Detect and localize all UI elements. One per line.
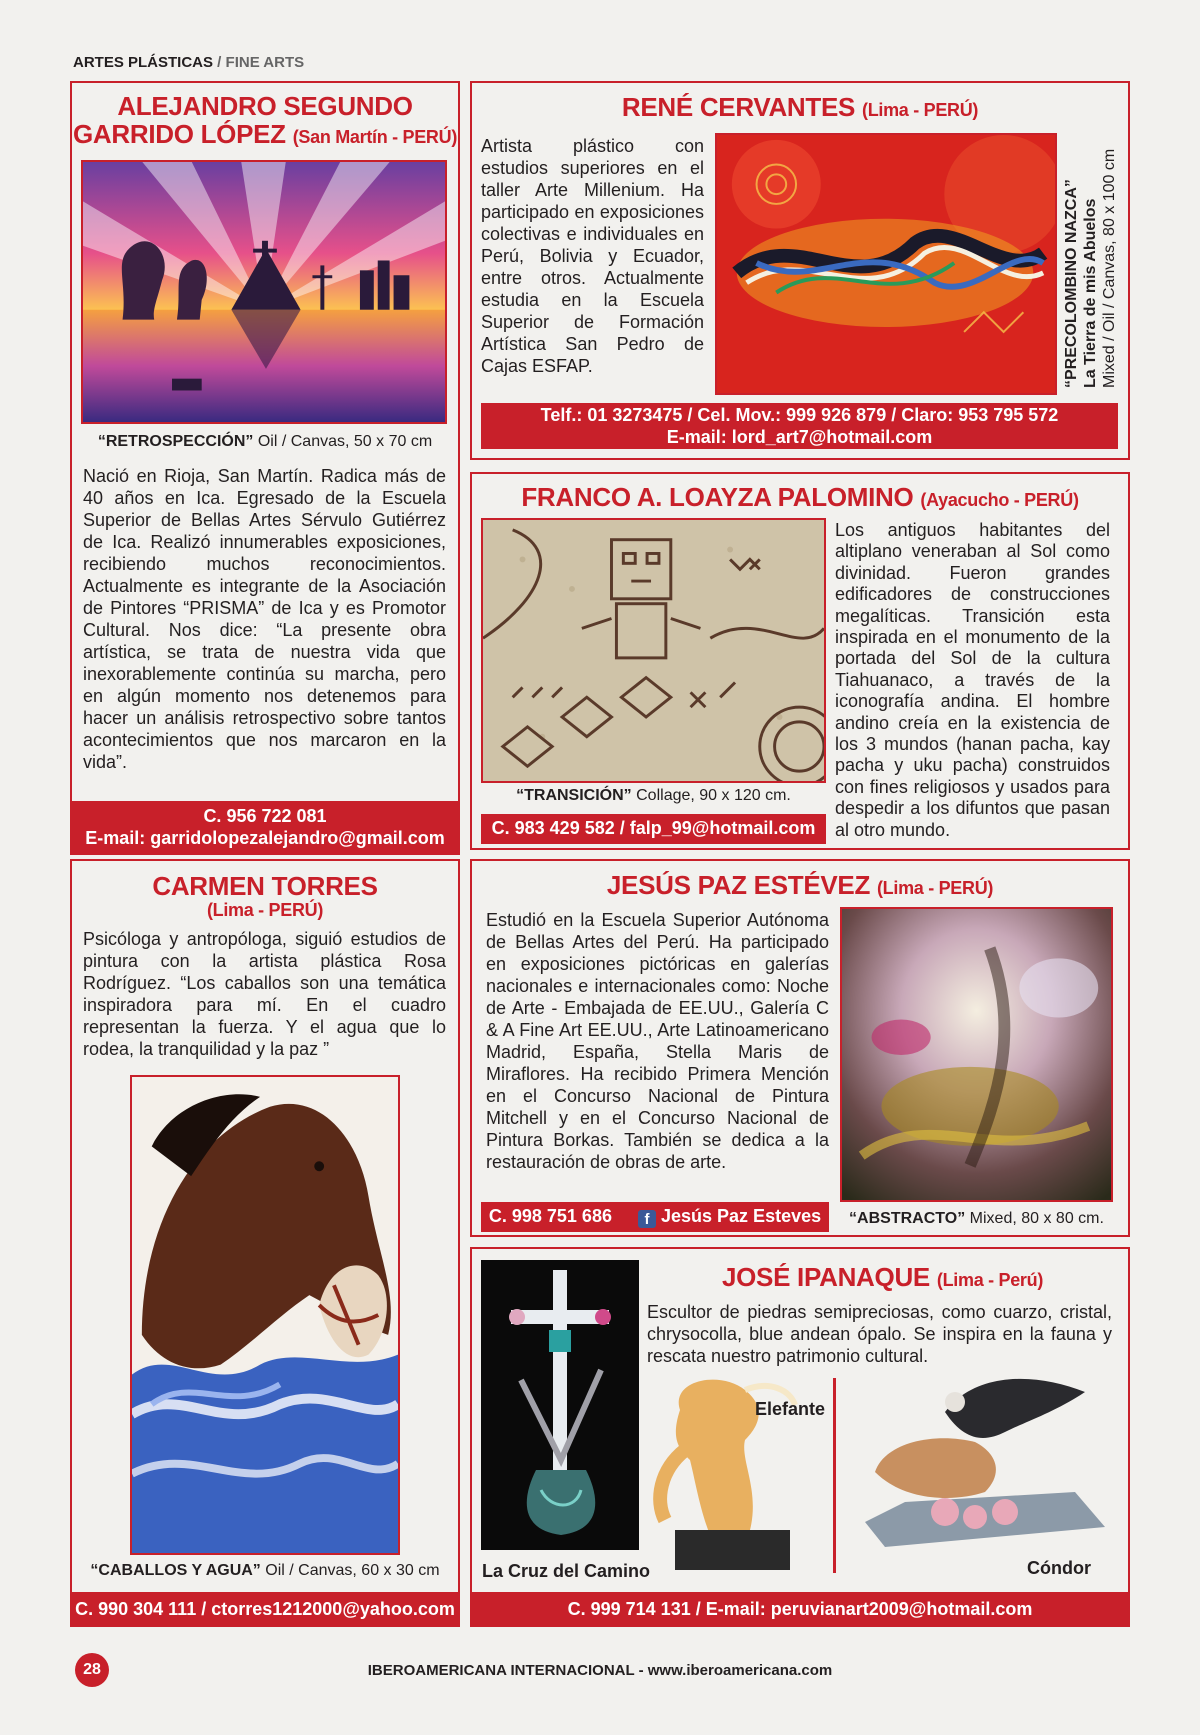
artist-bio-rene: Artista plástico con estudios superiores en el taller Arte Millenium. Ha participado en exposiciones colectivas e individuales en Perú, Bolivia y Ecuador, entre otros. Actualmente estudia en la Escuela Superior de Formación Artística San Pedro de Cajas ESFAP.: [481, 136, 704, 376]
artwork-retrospeccion-painting: [83, 162, 445, 422]
artwork-caption-precolombino: [1062, 149, 1119, 388]
artist-location: (Lima - PERÚ): [206, 900, 324, 920]
artwork-caption-retrospeccion: [70, 433, 460, 451]
artist-name: JESÚS PAZ ESTÉVEZ: [606, 870, 871, 900]
sculpture-condor-image: [845, 1372, 1120, 1552]
artist-location: (Lima - PERÚ): [876, 878, 994, 898]
contact-bar-jose[interactable]: C. 999 714 131 / E-mail: peruvianart2009@hotmail.com: [470, 1592, 1130, 1627]
artwork-retrospeccion: [81, 160, 447, 424]
sculpture-divider: [833, 1378, 836, 1573]
artist-name: FRANCO A. LOAYZA PALOMINO: [521, 482, 914, 512]
phones-rene: Telf.: 01 3273475 / Cel. Mov.: 999 926 879 / Claro: 953 795 572: [540, 405, 1059, 425]
artwork-title: “ABSTRACTO”: [849, 1210, 966, 1227]
artwork-abstracto: [840, 907, 1113, 1202]
artist-name: CARMEN TORRES: [152, 871, 378, 901]
sculpture-label-cruz: La Cruz del Camino: [482, 1561, 651, 1581]
sculpture-cruz-del-camino: [481, 1260, 639, 1550]
artwork-title: “RETROSPECCIÓN”: [97, 433, 254, 450]
artist-name-franco: [470, 483, 1130, 514]
section-title-en: FINE ARTS: [225, 54, 305, 71]
footer-text: IBEROAMERICANA INTERNACIONAL - www.iberoamericana.com: [367, 1662, 833, 1679]
artist-location: (San Martín - PERÚ): [292, 127, 458, 147]
section-separator: /: [213, 54, 226, 71]
artwork-spec: Mixed, 80 x 80 cm.: [969, 1210, 1104, 1227]
artist-location: (Lima - Perú): [936, 1270, 1044, 1290]
sculpture-label-elefante: Elefante: [755, 1399, 826, 1419]
artist-name: RENÉ CERVANTES: [621, 92, 856, 122]
artist-bio-alejandro: Nació en Rioja, San Martín. Radica más de 40 años en Ica. Egresado de la Escuela Superior de Bellas Artes Sérvulo Gutiérrez de Ica. Realizó innumerables exposiciones, recibiendo muchos reconocimientos. Actualmente es integrante de la Asociación de Pintores “PRISMA” de Ica y es Promotor Cultural. Nos dice: “La presente obra artística, se trata de nuestra vida que inexorablemente continúa su marcha, pero en algún momento nos detenemos para hacer un análisis retrospectivo sobre tantos acontecimientos que nos marcaron en la vida”.: [83, 466, 446, 772]
artwork-title: “TRANSICIÓN”: [516, 787, 632, 804]
artwork-precolombino-nazca: [715, 133, 1057, 395]
page-number: 28: [75, 1653, 109, 1687]
artwork-spec: Collage, 90 x 120 cm.: [636, 787, 791, 804]
artwork-spec: Oil / Canvas, 50 x 70 cm: [257, 433, 433, 450]
artist-name-line1: ALEJANDRO SEGUNDO: [117, 91, 413, 121]
artwork-title: “CABALLOS Y AGUA”: [90, 1562, 261, 1579]
email-rene[interactable]: E-mail: lord_art7@hotmail.com: [666, 427, 933, 447]
section-title: ARTES PLÁSTICAS: [73, 54, 214, 71]
sculpture-cruz-image: [481, 1260, 639, 1550]
phone-jesus: C. 998 751 686: [488, 1206, 612, 1226]
section-header: [73, 54, 304, 71]
contact-bar-franco[interactable]: C. 983 429 582 / falp_99@hotmail.com: [481, 814, 826, 844]
artwork-subtitle: La Tierra de mis Abuelos: [1082, 198, 1099, 388]
artist-location: (Lima - PERÚ): [862, 100, 979, 120]
phone-alejandro: C. 956 722 081: [203, 806, 327, 826]
artist-bio-jose: Escultor de piedras semipreciosas, como cuarzo, cristal, chrysocolla, blue andean ópalo. Se inspira en la fauna y rescata nuestro patrimonio cultural.: [647, 1302, 1112, 1366]
contact-bar-carmen[interactable]: C. 990 304 111 / ctorres1212000@yahoo.com: [70, 1592, 460, 1627]
artwork-precolombino-painting: [717, 135, 1055, 393]
artist-name-line2: GARRIDO LÓPEZ: [72, 119, 286, 149]
sculpture-condor: [845, 1372, 1120, 1552]
artist-location: (Ayacucho - PERÚ): [920, 490, 1079, 510]
artist-bio-carmen: Psicóloga y antropóloga, siguió estudios de pintura con la artista plástica Rosa Rodríguez. “Los caballos son una temática inspiradora para mí. En el cuadro representan la fuerza. Y el agua que lo rodea, la tranquilidad y la paz ”: [83, 929, 446, 1059]
facebook-icon: f: [638, 1210, 656, 1228]
artwork-caption-caballos: [70, 1562, 460, 1580]
artist-name-jose: [645, 1263, 1120, 1294]
contact-bar-alejandro: [70, 801, 460, 855]
contact-bar-jesus: [481, 1202, 829, 1232]
artwork-transicion: [481, 518, 826, 783]
artwork-caption-abstracto: [840, 1210, 1113, 1228]
artwork-spec: Mixed / Oil / Canvas, 80 x 100 cm: [1101, 148, 1118, 388]
artwork-title: “PRECOLOMBINO NAZCA”: [1063, 179, 1080, 388]
sculpture-label-condor: Cóndor: [1027, 1558, 1091, 1578]
artist-name-carmen: [70, 872, 460, 920]
contact-bar-rene: [481, 403, 1118, 449]
artwork-abstracto-painting: [842, 909, 1111, 1200]
email-alejandro[interactable]: E-mail: garridolopezalejandro@gmail.com: [85, 828, 445, 848]
artist-name-alejandro: [70, 92, 460, 151]
artwork-transicion-collage: [483, 520, 824, 781]
artwork-caption-transicion: [481, 787, 826, 805]
artist-name-rene: [470, 93, 1130, 124]
artist-name-jesus: [470, 871, 1130, 902]
artist-bio-jesus: Estudió en la Escuela Superior Autónoma de Bellas Artes del Perú. Ha participado en exposiciones pictóricas en galerías nacionales e internacionales como: Noche de Arte - Embajada de EE.UU., Galería C & A Fine Art EE.UU., Arte Latinoamericano Madrid, España, Stella Maris de Miraflores. Ha recibido Primera Mención en el Concurso Nacional de Pintura Mitchell y en el Concurso Nacional de Pintura Borkas. También se dedica a la restauración de obras de arte.: [486, 910, 829, 1172]
artist-name: JOSÉ IPANAQUE: [721, 1262, 930, 1292]
facebook-jesus[interactable]: Jesús Paz Esteves: [661, 1206, 822, 1226]
artwork-spec: Oil / Canvas, 60 x 30 cm: [265, 1562, 440, 1579]
artwork-caballos-y-agua: [130, 1075, 400, 1555]
artwork-caballos-painting: [132, 1077, 398, 1553]
artist-bio-franco: Los antiguos habitantes del altiplano veneraban al Sol como divinidad. Fueron grandes edificadores de construcciones megalíticas. Transición esta inspirada en el monumento de la portada del Sol de la cultura Tiahuanaco, a través de la iconografía andina. El hombre andino creía en la existencia de los 3 mundos (hanan pacha, kay pacha y uku pacha) construidos con fines religiosos y usados para despedir a los difuntos que pasan al otro mundo.: [835, 520, 1110, 840]
